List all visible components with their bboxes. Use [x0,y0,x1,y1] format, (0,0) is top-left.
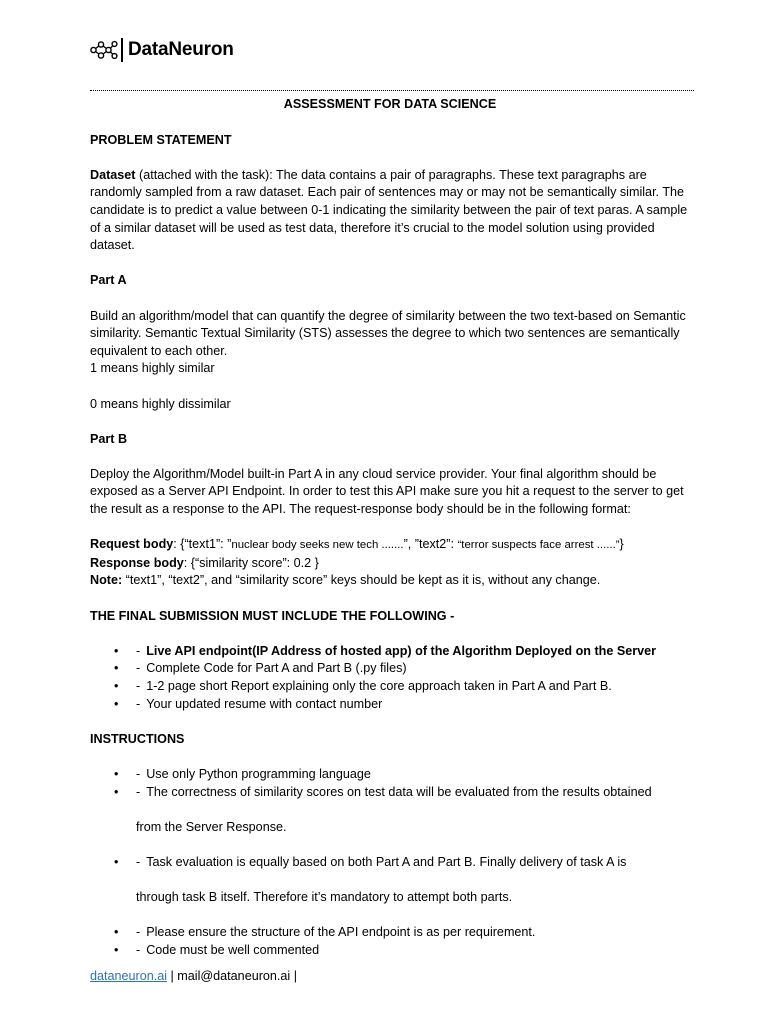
instruction-3: Task evaluation is equally based on both Part A and Part B. Finally delivery of task A is [146,854,627,869]
instruction-1: Use only Python programming language [146,766,371,781]
part-a-text: Build an algorithm/model that can quantify the degree of similarity between the two text-based on Semantic similarity. Semantic Textual Similarity (STS) assesses the degree to which two sentences are semantically equivalent to each other. [90,308,686,358]
part-a-line-2: 0 means highly dissimilar [90,396,231,411]
dataset-label: Dataset [90,167,136,182]
dataset-text: (attached with the task): The data contains a pair of paragraphs. These text paragraphs are randomly sampled from a raw dataset. Each pair of sentences may or may not be semantically similar. The candidate is to predict a value between 0-1 indicating the similarity between the pair of text paras. A sample of a similar dataset will be used as test data, therefore it’s crucial to the model solution using provided dataset. [90,167,688,253]
footer-website-link[interactable]: dataneuron.ai [90,969,168,983]
request-body-line [90,536,690,555]
instruction-3-continued: through task B itself. Therefore it’s mandatory to attempt both parts. [136,890,513,905]
dataset-paragraph [90,167,690,255]
response-label: Response body [90,555,184,570]
list-item: • - 1-2 page short Report explaining only the core approach taken in Part A and Part B. [90,678,690,696]
list-item: • - Complete Code for Part A and Part B (.py files) [90,660,690,678]
list-item: • - The correctness of similarity scores on test data will be evaluated from the results obtained [90,784,690,802]
request-text-1: : {“text1”: ” [173,537,232,552]
instructions-heading: INSTRUCTIONS [90,731,185,746]
instruction-2-continued: from the Server Response. [136,819,287,834]
instructions-list [90,766,690,801]
response-body-line [90,555,690,573]
submission-heading: THE FINAL SUBMISSION MUST INCLUDE THE FOLLOWING - [90,608,455,623]
dataneuron-logo [90,38,234,62]
instruction-2: The correctness of similarity scores on test data will be evaluated from the results obtained [146,784,652,799]
problem-heading: PROBLEM STATEMENT [90,132,232,147]
list-item: • - Your updated resume with contact number [90,696,690,714]
request-label: Request body [90,537,174,552]
note-line [90,572,690,590]
instruction-4: Please ensure the structure of the API endpoint is as per requirement. [146,925,536,940]
logo-divider [121,38,123,62]
part-a-line-1: 1 means highly similar [90,361,215,376]
part-a-heading: Part A [90,273,127,288]
submission-item-1: Live API endpoint(IP Address of hosted app) of the Algorithm Deployed on the Server [146,643,657,658]
page-footer [90,969,297,983]
submission-list [90,643,690,713]
part-b-heading: Part B [90,431,128,446]
instructions-list-2 [90,854,690,872]
document-body [90,96,690,960]
request-sample-2: “terror suspects face arrest ......” [457,539,620,552]
request-text-3: } [619,537,624,552]
request-text-2: ”, ”text2”: [403,537,458,552]
note-text: “text1”, “text2”, and “similarity score” keys should be kept as it is, without any change. [122,573,601,588]
instruction-5: Code must be well commented [146,942,320,957]
header-rule [90,90,694,91]
submission-item-4: Your updated resume with contact number [146,696,383,711]
list-item: • - Live API endpoint(IP Address of hosted app) of the Algorithm Deployed on the Server [90,643,690,661]
note-label: Note: [90,573,123,588]
response-text: : {“similarity score”: 0.2 } [183,555,319,570]
footer-email-text: | mail@dataneuron.ai | [167,969,297,983]
neuron-network-icon [90,39,118,61]
list-item: • - Use only Python programming language [90,766,690,784]
request-sample-1: nuclear body seeks new tech ....... [231,539,404,552]
page-title: ASSESSMENT FOR DATA SCIENCE [283,97,497,111]
submission-item-2: Complete Code for Part A and Part B (.py files) [146,661,407,676]
list-item: • - Please ensure the structure of the API endpoint is as per requirement. [90,924,690,942]
instructions-list-3 [90,924,690,959]
part-b-text: Deploy the Algorithm/Model built-in Part A in any cloud service provider. Your final algorithm should be exposed as a Server API Endpoint. In order to test this API make sure you hit a request to the server to get the result as a response to the API. The request-response body should be in the following format: [90,466,684,517]
logo-text: DataNeuron [128,39,234,60]
list-item: • - Task evaluation is equally based on both Part A and Part B. Finally delivery of task A is [90,854,690,872]
submission-item-3: 1-2 page short Report explaining only the core approach taken in Part A and Part B. [146,679,612,693]
list-item: • - Code must be well commented [90,942,690,960]
